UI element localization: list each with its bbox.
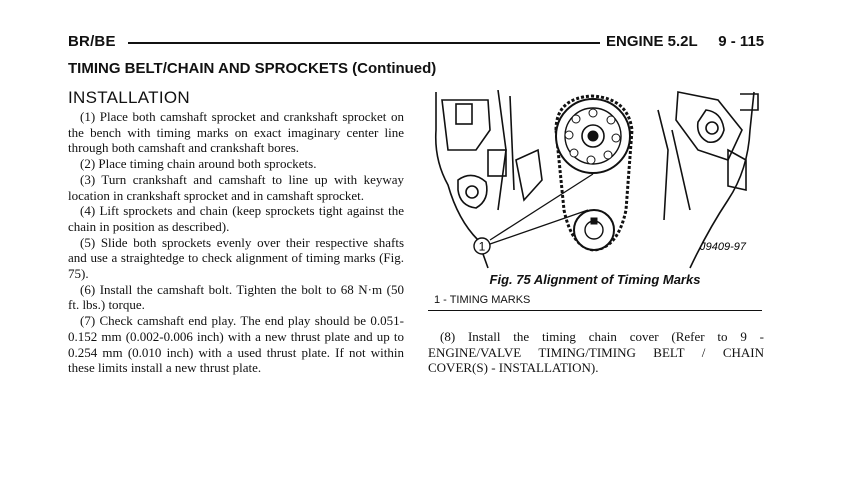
- timing-marks-illustration: [428, 90, 762, 270]
- step-3: (3) Turn crankshaft and camshaft to line up with keyway location in crankshaft sprocket and in camshaft sprocket.: [68, 171, 404, 203]
- step-6: (6) Install the camshaft bolt. Tighten the bolt to 68 N·m (50 ft. lbs.) torque.: [68, 281, 404, 313]
- installation-steps: [68, 109, 404, 376]
- running-header-section-page: ENGINE 5.2L 9 - 115: [606, 33, 765, 50]
- section-title: TIMING BELT/CHAIN AND SPROCKETS (Continued): [68, 60, 437, 77]
- step-1: (1) Place both camshaft sprocket and crankshaft sprocket on the bench with timing marks on exact imaginary center line through both camshaft and crankshaft bores.: [68, 109, 404, 156]
- figure-legend-rule: [428, 310, 762, 311]
- step-2: (2) Place timing chain around both sprockets.: [80, 156, 317, 172]
- header-rule: [128, 42, 600, 44]
- callout-1-label: 1: [478, 239, 486, 254]
- installation-step-8-block: [428, 329, 764, 376]
- step-8: (8) Install the timing chain cover (Refer to 9 - ENGINE/VALVE TIMING/TIMING BELT / CHAIN COVER(S) - INSTALLATION).: [428, 329, 764, 376]
- step-7: (7) Check camshaft end play. The end play should be 0.051-0.152 mm (0.002-0.006 inch) with a new thrust plate and up to 0.254 mm (0.010 inch) with a used thrust plate. If not within these limits install a new thrust plate.: [68, 313, 404, 376]
- installation-heading: INSTALLATION: [68, 88, 190, 107]
- step-5: (5) Slide both sprockets evenly over their respective shafts and use a straightedge to check alignment of timing marks (Fig. 75).: [68, 234, 404, 282]
- step-4: (4) Lift sprockets and chain (keep sprockets tight against the chain in position as described).: [68, 203, 404, 234]
- running-header-model: BR/BE: [68, 33, 116, 50]
- figure-caption: Fig. 75 Alignment of Timing Marks: [489, 272, 701, 287]
- figure-code: J9409-97: [700, 241, 746, 253]
- figure-legend: 1 - TIMING MARKS: [434, 294, 531, 306]
